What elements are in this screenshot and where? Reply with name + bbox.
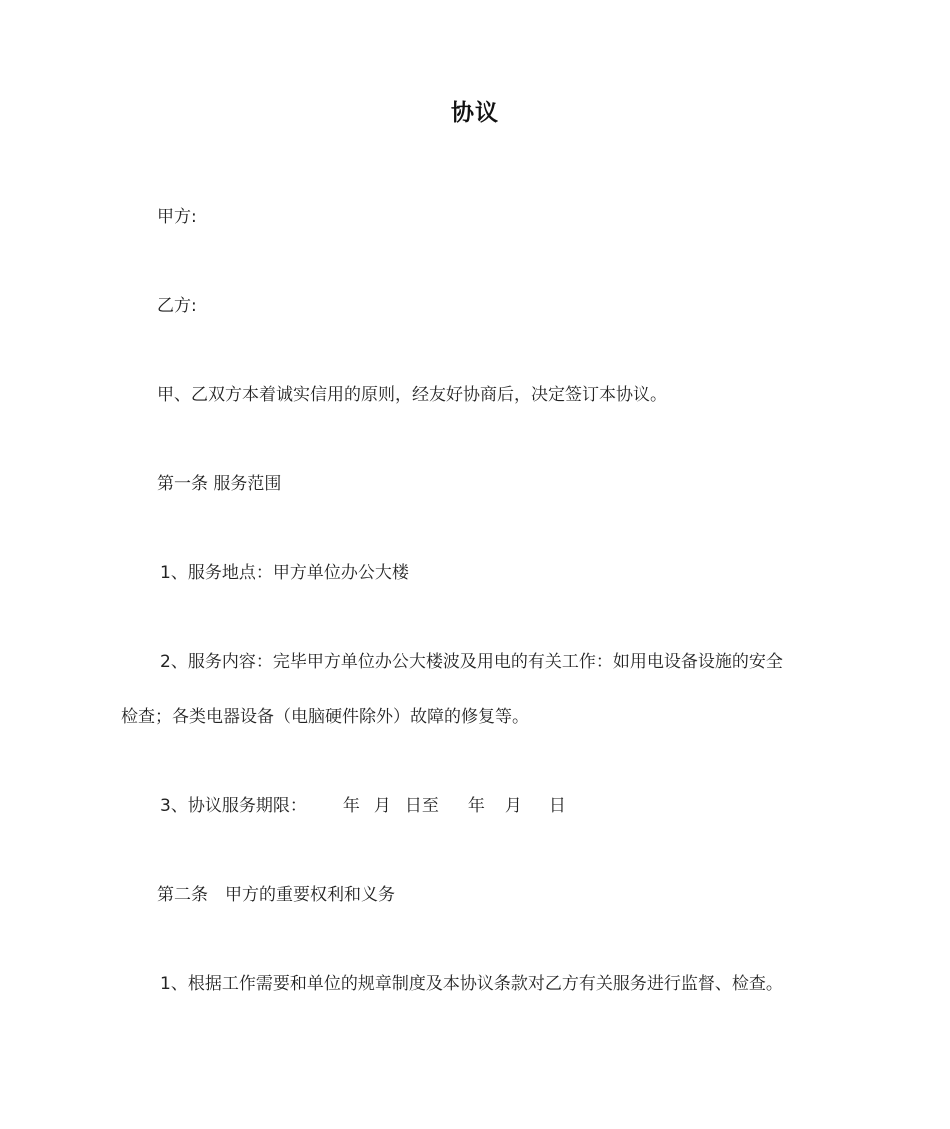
end-month-label: 月 <box>504 796 522 816</box>
start-year-label: 年 <box>342 796 360 816</box>
start-day-to-label: 日至 <box>404 796 439 816</box>
party-a-line: 甲方: <box>157 207 197 227</box>
article-1-item-2-line-2: 检查；各类电器设备（电脑硬件除外）故障的修复等。 <box>121 707 529 727</box>
article-2-heading: 第二条 甲方的重要权利和义务 <box>157 885 395 905</box>
article-2-item-1: 1、根据工作需要和单位的规章制度及本协议条款对乙方有关服务进行监督、检查。 <box>160 974 783 994</box>
service-term-label: 3、协议服务期限： <box>160 796 307 816</box>
end-day-label: 日 <box>548 796 566 816</box>
article-1-item-2-line-1: 2、服务内容：完毕甲方单位办公大楼波及用电的有关工作：如用电设备设施的安全 <box>160 652 783 672</box>
end-year-label: 年 <box>467 796 485 816</box>
party-b-line: 乙方: <box>157 296 197 316</box>
article-1-heading: 第一条 服务范围 <box>157 474 282 494</box>
article-1-item-3 <box>160 794 566 818</box>
article-1-item-1: 1、服务地点：甲方单位办公大楼 <box>160 563 409 583</box>
start-month-label: 月 <box>373 796 391 816</box>
document-title: 协议 <box>451 100 499 126</box>
preamble-paragraph: 甲、乙双方本着诚实信用的原则，经友好协商后，决定签订本协议。 <box>157 385 667 405</box>
